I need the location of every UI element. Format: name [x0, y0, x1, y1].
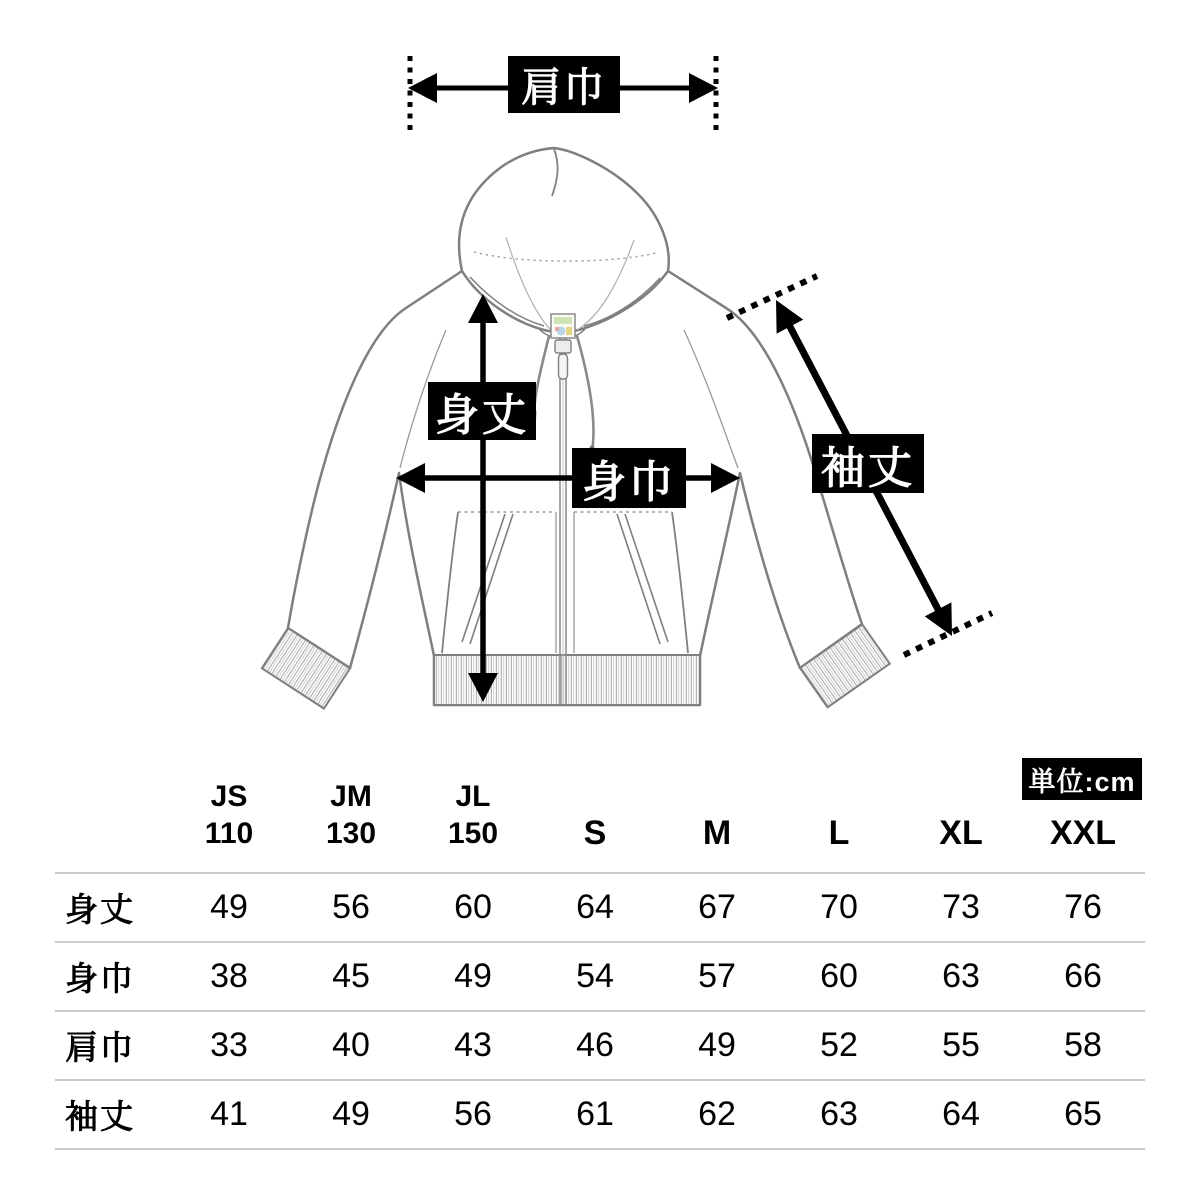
measurement-value-cell: 49	[332, 1095, 370, 1133]
size-table	[55, 752, 1145, 1150]
measurement-value-cell: 63	[820, 1095, 858, 1133]
body-length-label: 身丈	[428, 382, 536, 440]
row-label: 袖丈	[65, 1098, 135, 1135]
measurement-value-cell: 66	[1064, 957, 1102, 995]
size-table-header-row	[55, 752, 1145, 872]
size-column-header-xxl: XXL	[1049, 814, 1117, 852]
measurement-value-cell: 49	[210, 888, 248, 926]
size-column-header-jm130: JM 130	[325, 780, 377, 850]
measurement-value-cell: 63	[942, 957, 980, 995]
neck-brand-tag	[551, 314, 575, 338]
size-column-header-jl150: JL 150	[447, 780, 499, 850]
size-column-header-xl: XL	[939, 814, 983, 852]
measurement-value-cell: 65	[1064, 1095, 1102, 1133]
measurement-row-shoulder-width	[55, 1010, 1145, 1079]
measurement-value-cell: 41	[210, 1095, 248, 1133]
measurement-value-cell: 60	[454, 888, 492, 926]
measurement-value-cell: 67	[698, 888, 736, 926]
measurement-row-body-width	[55, 941, 1145, 1010]
measurement-value-cell: 45	[332, 957, 370, 995]
zipper-pull	[559, 354, 568, 379]
unit-badge: 単位:cm	[1022, 758, 1142, 800]
measurement-value-cell: 70	[820, 888, 858, 926]
measurement-value-cell: 43	[454, 1026, 492, 1064]
row-label: 肩巾	[65, 1029, 135, 1066]
measurement-value-cell: 73	[942, 888, 980, 926]
measurement-value-cell: 57	[698, 957, 736, 995]
measurement-value-cell: 33	[210, 1026, 248, 1064]
measurement-value-cell: 62	[698, 1095, 736, 1133]
measurement-value-cell: 49	[698, 1026, 736, 1064]
sleeve-length-label: 袖丈	[812, 434, 924, 493]
measurement-value-cell: 49	[454, 957, 492, 995]
measurement-value-cell: 61	[576, 1095, 614, 1133]
size-column-header-m: M	[702, 814, 732, 852]
measurement-value-cell: 46	[576, 1026, 614, 1064]
measurement-value-cell: 58	[1064, 1026, 1102, 1064]
corner-cell	[55, 752, 168, 872]
size-column-header-js110: JS 110	[204, 780, 254, 850]
measurement-value-cell: 55	[942, 1026, 980, 1064]
measurement-value-cell: 56	[332, 888, 370, 926]
size-column-header-l: L	[828, 814, 850, 852]
row-label: 身巾	[65, 960, 135, 997]
measurement-value-cell: 40	[332, 1026, 370, 1064]
shoulder-width-label: 肩巾	[508, 56, 620, 113]
body-width-label: 身巾	[572, 448, 686, 508]
measurement-value-cell: 56	[454, 1095, 492, 1133]
measurement-value-cell: 64	[576, 888, 614, 926]
zipper-slider	[555, 340, 571, 353]
measurement-value-cell: 38	[210, 957, 248, 995]
measurement-value-cell: 52	[820, 1026, 858, 1064]
measurement-row-sleeve-length	[55, 1079, 1145, 1150]
row-label: 身丈	[65, 891, 135, 928]
measurement-value-cell: 60	[820, 957, 858, 995]
size-column-header-s: S	[583, 814, 607, 852]
measurement-value-cell: 64	[942, 1095, 980, 1133]
measurement-row-body-length	[55, 872, 1145, 941]
measurement-value-cell: 54	[576, 957, 614, 995]
measurement-value-cell: 76	[1064, 888, 1102, 926]
